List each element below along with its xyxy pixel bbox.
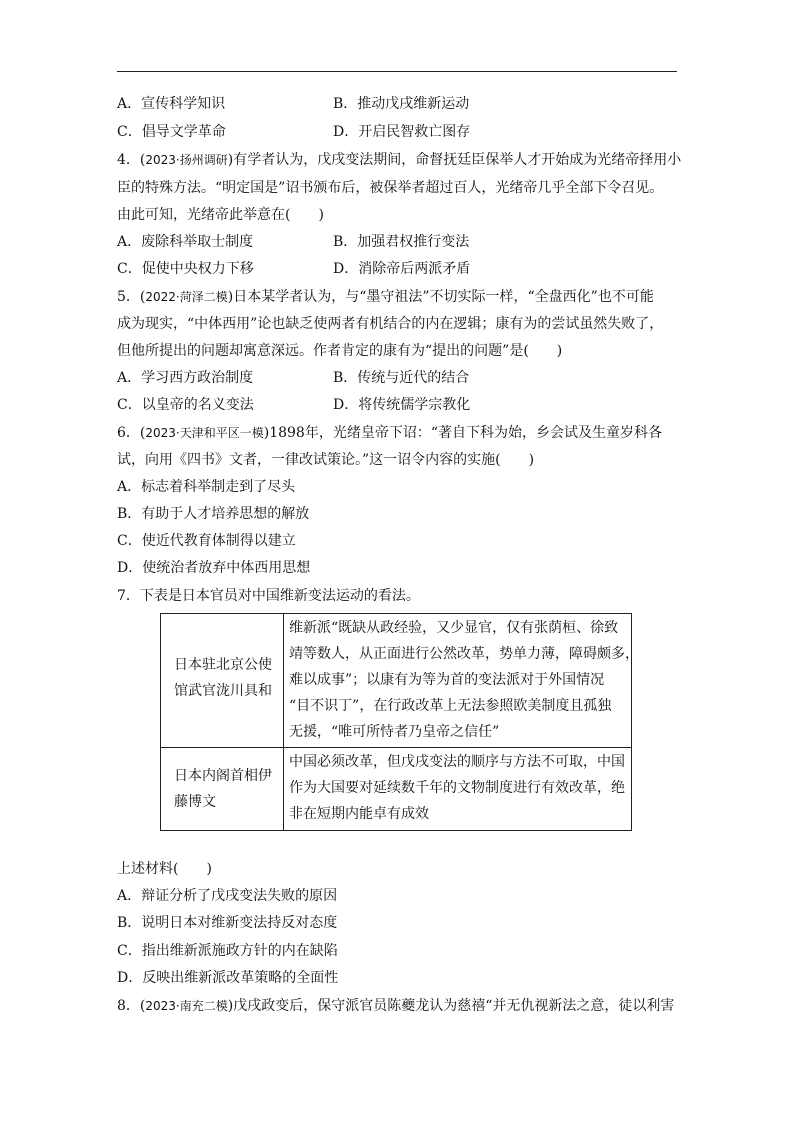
q4-stem-line-2: 臣的特殊方法。“明定国是”诏书颁布后，被保举者超过百人，光绪帝几乎全部下令召见。 — [117, 180, 664, 196]
q8-stem-line-1: 8．(2023·南充二模)戊戌政变后，保守派官员陈夔龙认为慈禧“并无仇视新法之意，徒以利害 — [117, 998, 675, 1014]
q4-option-d: D．消除帝后两派矛盾 — [333, 261, 471, 277]
q6-option-c: C．使近代教育体制得以建立 — [117, 533, 296, 549]
q7-option-d: D．反映出维新派改革策略的全面性 — [117, 970, 339, 986]
q4-stem-line-1: 4．(2023·扬州调研)有学者认为，戊戌变法期间，命督抚廷臣保举人才开始成为光绪帝择用小 — [117, 152, 682, 168]
views-table — [160, 613, 639, 831]
q5-stem-line-2: 成为现实，“中体西用”论也缺乏使两者有机结合的内在逻辑；康有为的尝试虽然失败了， — [117, 316, 664, 332]
q7-lead: 上述材料( ) — [117, 861, 212, 877]
q4-source: 2023·扬州调研 — [145, 153, 228, 167]
table-cell-person: 日本驻北京公使 馆武官泷川具和 — [161, 614, 284, 747]
table-row — [161, 614, 639, 748]
q4-option-b: B．加强君权推行变法 — [333, 234, 470, 250]
q5-stem-line-1: 5．(2022·菏泽二模)日本某学者认为，与“墨守祖法”不切实际一样，“全盘西化”也不可能 — [117, 289, 654, 305]
q6-stem-line-1: 6．(2023·天津和平区一模)1898年，光绪皇帝下诏：“著自下科为始，乡会试及生童岁科各 — [117, 425, 662, 441]
q3-option-a: A．宣传科学知识 — [117, 96, 226, 112]
q5-option-b: B．传统与近代的结合 — [333, 370, 470, 386]
q5-option-d: D．将传统儒学宗教化 — [333, 397, 471, 413]
q6-source: 2023·天津和平区一模 — [145, 426, 264, 440]
q6-stem-line-2: 试，向用《四书》文者，一律改试策论。”这一诏令内容的实施( ) — [117, 452, 535, 468]
q7-option-a: A．辩证分析了戊戌变法失败的原因 — [117, 888, 338, 904]
table-cell-view: 维新派“既缺从政经验，又少显官，仅有张荫桓、徐致 靖等数人，从正面进行公然改革，势单力薄，障碍颇多， 难以成事”；以康有为等为首的变法派对于外国情况 “目不识丁”，在行政改革上无法参照欧美制度且孤独 无援，“唯可所恃者乃皇帝之信任” — [289, 620, 639, 740]
q5-option-a: A．学习西方政治制度 — [117, 370, 254, 386]
table-row — [161, 748, 631, 830]
q6-option-d: D．使统治者放弃中体西用思想 — [117, 560, 311, 576]
q6-option-a: A．标志着科举制走到了尽头 — [117, 479, 296, 495]
q5-source: 2022·菏泽二模 — [145, 290, 228, 304]
q4-option-a: A．废除科举取士制度 — [117, 234, 254, 250]
q4-option-c: C．促使中央权力下移 — [117, 261, 254, 277]
q3-option-c: C．倡导文学革命 — [117, 124, 226, 140]
q5-stem-line-3: 但他所提出的问题却寓意深远。作者肯定的康有为“提出的问题”是( ) — [117, 343, 563, 359]
q7-stem: 7．下表是日本官员对中国维新变法运动的看法。 — [117, 588, 420, 604]
header-rule — [117, 71, 677, 72]
q4-stem-line-3: 由此可知，光绪帝此举意在( ) — [117, 207, 324, 223]
q6-option-b: B．有助于人才培养思想的解放 — [117, 506, 310, 522]
q3-option-d: D．开启民智救亡图存 — [333, 124, 471, 140]
q7-option-b: B．说明日本对维新变法持反对态度 — [117, 915, 338, 931]
q3-option-b: B．推动戊戌维新运动 — [333, 96, 470, 112]
table-cell-person: 日本内阁首相伊 藤博文 — [161, 748, 284, 830]
q7-option-c: C．指出维新派施政方针的内在缺陷 — [117, 943, 338, 959]
q5-option-c: C．以皇帝的名义变法 — [117, 397, 254, 413]
q8-source: 2023·南充二模 — [145, 999, 228, 1013]
table-cell-view: 中国必须改革，但戊戌变法的顺序与方法不可取，中国 作为大国要对延续数千年的文物制度进行有效改革，绝 非在短期内能卓有成效 — [289, 754, 625, 822]
